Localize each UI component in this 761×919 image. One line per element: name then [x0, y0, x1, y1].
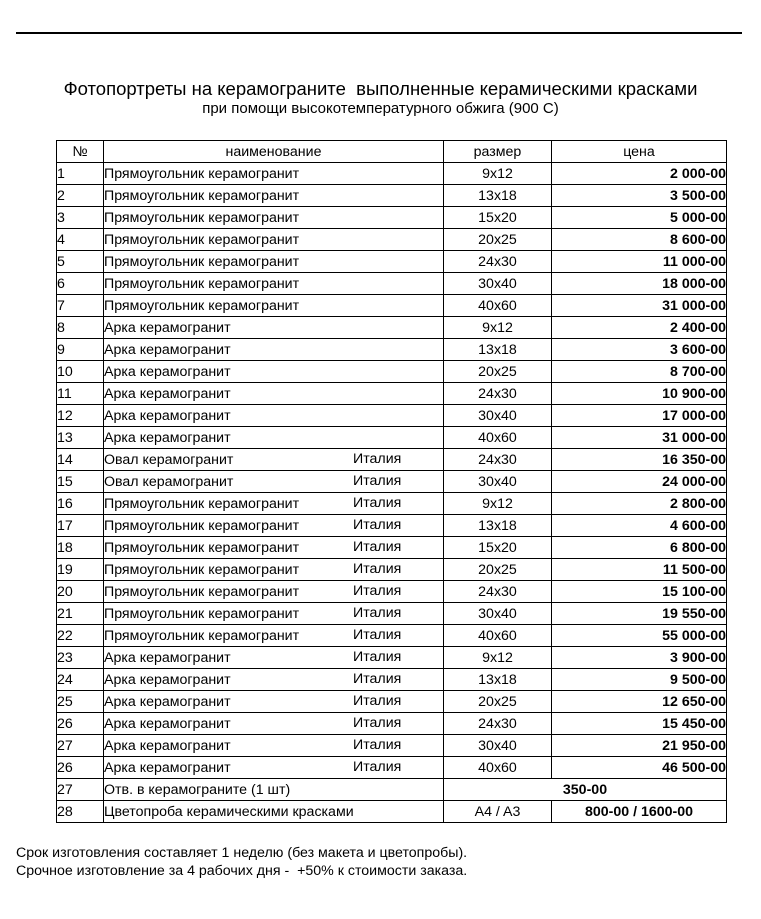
row-num: 2 — [57, 185, 104, 207]
row-size: 30x40 — [444, 405, 552, 427]
header-size: размер — [444, 141, 552, 163]
row-price: 31 000-00 — [552, 427, 727, 449]
row-size: 30x40 — [444, 471, 552, 493]
row-num: 15 — [57, 471, 104, 493]
table-row — [57, 471, 727, 493]
footer-note-lead-time: Срок изготовления составляет 1 неделю (без макета и цветопробы). — [16, 845, 468, 861]
row-price: 2 800-00 — [552, 493, 727, 515]
row-name: Отв. в керамограните (1 шт) — [104, 779, 444, 801]
table-header-row — [57, 141, 727, 163]
row-origin: Италия — [353, 473, 402, 489]
table-row — [57, 625, 727, 647]
row-name-cell — [104, 735, 444, 757]
row-name: Арка керамогранит — [104, 693, 231, 710]
row-name: Прямоугольник керамогранит — [104, 605, 300, 622]
row-price: 17 000-00 — [552, 405, 727, 427]
table-row — [57, 537, 727, 559]
row-name: Цветопроба керамическими красками — [104, 801, 444, 823]
table-row — [57, 339, 727, 361]
row-name: Прямоугольник керамогранит — [104, 517, 300, 534]
row-size: 13x18 — [444, 515, 552, 537]
row-origin: Италия — [353, 627, 402, 643]
row-name: Прямоугольник керамогранит — [104, 165, 300, 182]
price-table-extras — [57, 779, 727, 823]
top-divider — [16, 32, 742, 34]
row-size: 40x60 — [444, 427, 552, 449]
row-size: 40x60 — [444, 625, 552, 647]
row-size: 30x40 — [444, 273, 552, 295]
table-row — [57, 735, 727, 757]
row-num: 23 — [57, 647, 104, 669]
row-origin: Италия — [353, 605, 402, 621]
row-name: Арка керамогранит — [104, 341, 231, 358]
row-name: Прямоугольник керамогранит — [104, 561, 300, 578]
row-name-cell — [104, 757, 444, 779]
header-num: № — [57, 141, 104, 163]
row-num: 5 — [57, 251, 104, 273]
table-row — [57, 691, 727, 713]
row-num: 11 — [57, 383, 104, 405]
row-num: 16 — [57, 493, 104, 515]
row-name: Арка керамогранит — [104, 319, 231, 336]
row-price: 21 950-00 — [552, 735, 727, 757]
row-name: Прямоугольник керамогранит — [104, 209, 300, 226]
row-num: 25 — [57, 691, 104, 713]
table-row — [57, 669, 727, 691]
row-size: 20x25 — [444, 691, 552, 713]
row-name: Прямоугольник керамогранит — [104, 583, 300, 600]
row-price: 18 000-00 — [552, 273, 727, 295]
table-row — [57, 273, 727, 295]
table-row — [57, 405, 727, 427]
row-name-cell — [104, 471, 444, 493]
row-name: Арка керамогранит — [104, 363, 231, 380]
row-size: 20x25 — [444, 229, 552, 251]
row-origin: Италия — [353, 715, 402, 731]
row-size: 15x20 — [444, 207, 552, 229]
table-row — [57, 427, 727, 449]
table-row — [57, 163, 727, 185]
row-price: 16 350-00 — [552, 449, 727, 471]
row-price: 8 700-00 — [552, 361, 727, 383]
row-name: Арка керамогранит — [104, 715, 231, 732]
row-num: 8 — [57, 317, 104, 339]
row-num: 17 — [57, 515, 104, 537]
row-num: 12 — [57, 405, 104, 427]
row-price: 10 900-00 — [552, 383, 727, 405]
table-row — [57, 713, 727, 735]
row-name-cell — [104, 603, 444, 625]
row-num: 22 — [57, 625, 104, 647]
row-num: 26 — [57, 757, 104, 779]
row-price: 31 000-00 — [552, 295, 727, 317]
row-size: 13x18 — [444, 339, 552, 361]
row-num: 6 — [57, 273, 104, 295]
row-name-cell — [104, 405, 444, 427]
row-origin: Италия — [353, 671, 402, 687]
row-size: 24x30 — [444, 383, 552, 405]
table-row — [57, 317, 727, 339]
row-origin: Италия — [353, 517, 402, 533]
row-size: 30x40 — [444, 735, 552, 757]
row-num: 26 — [57, 713, 104, 735]
row-name-cell — [104, 317, 444, 339]
row-size: 9x12 — [444, 163, 552, 185]
row-size: 30x40 — [444, 603, 552, 625]
row-size: 9x12 — [444, 317, 552, 339]
row-num: 13 — [57, 427, 104, 449]
table-row — [57, 581, 727, 603]
table-row — [57, 647, 727, 669]
row-price: 3 500-00 — [552, 185, 727, 207]
row-price: 15 450-00 — [552, 713, 727, 735]
header-price: цена — [552, 141, 727, 163]
table-row — [57, 295, 727, 317]
row-name: Арка керамогранит — [104, 671, 231, 688]
row-name-cell — [104, 207, 444, 229]
row-size: 40x60 — [444, 757, 552, 779]
row-num: 4 — [57, 229, 104, 251]
row-name-cell — [104, 691, 444, 713]
row-origin: Италия — [353, 495, 402, 511]
row-name: Прямоугольник керамогранит — [104, 539, 300, 556]
row-size: 24x30 — [444, 449, 552, 471]
row-name-cell — [104, 229, 444, 251]
table-row — [57, 229, 727, 251]
row-num: 21 — [57, 603, 104, 625]
row-price: 46 500-00 — [552, 757, 727, 779]
row-name-cell — [104, 361, 444, 383]
row-price: 11 000-00 — [552, 251, 727, 273]
row-num: 10 — [57, 361, 104, 383]
row-num: 7 — [57, 295, 104, 317]
row-name-cell — [104, 537, 444, 559]
row-size: A4 / A3 — [444, 801, 552, 823]
row-name: Овал керамогранит — [104, 451, 234, 468]
row-num: 14 — [57, 449, 104, 471]
row-num: 1 — [57, 163, 104, 185]
row-num: 27 — [57, 779, 104, 801]
row-name: Прямоугольник керамогранит — [104, 297, 300, 314]
row-size: 9x12 — [444, 493, 552, 515]
row-num: 27 — [57, 735, 104, 757]
row-size: 24x30 — [444, 581, 552, 603]
row-name: Арка керамогранит — [104, 759, 231, 776]
row-origin: Италия — [353, 759, 402, 775]
row-price: 800-00 / 1600-00 — [552, 801, 727, 823]
row-name-cell — [104, 427, 444, 449]
row-name-cell — [104, 581, 444, 603]
row-price: 9 500-00 — [552, 669, 727, 691]
row-origin: Италия — [353, 693, 402, 709]
row-num: 28 — [57, 801, 104, 823]
row-price: 19 550-00 — [552, 603, 727, 625]
row-name-cell — [104, 647, 444, 669]
row-name-cell — [104, 339, 444, 361]
table-row — [57, 559, 727, 581]
table-row — [57, 757, 727, 779]
row-price: 8 600-00 — [552, 229, 727, 251]
row-price: 3 900-00 — [552, 647, 727, 669]
row-name-cell — [104, 251, 444, 273]
table-row — [57, 801, 727, 823]
table-row — [57, 185, 727, 207]
row-price: 12 650-00 — [552, 691, 727, 713]
row-num: 9 — [57, 339, 104, 361]
price-table — [56, 140, 727, 823]
table-row — [57, 603, 727, 625]
row-origin: Италия — [353, 737, 402, 753]
row-price: 4 600-00 — [552, 515, 727, 537]
row-price: 6 800-00 — [552, 537, 727, 559]
row-price: 5 000-00 — [552, 207, 727, 229]
row-origin: Италия — [353, 451, 402, 467]
row-name-cell — [104, 515, 444, 537]
header-name: наименование — [104, 141, 444, 163]
table-row — [57, 779, 727, 801]
row-price: 15 100-00 — [552, 581, 727, 603]
row-size: 24x30 — [444, 713, 552, 735]
row-name-cell — [104, 713, 444, 735]
document-title: Фотопортреты на керамограните выполненные керамическими красками — [63, 78, 698, 99]
row-origin: Италия — [353, 561, 402, 577]
row-origin: Италия — [353, 583, 402, 599]
table-row — [57, 515, 727, 537]
row-name: Арка керамогранит — [104, 429, 231, 446]
row-size: 20x25 — [444, 361, 552, 383]
row-name-cell — [104, 625, 444, 647]
row-price: 55 000-00 — [552, 625, 727, 647]
row-name: Прямоугольник керамогранит — [104, 253, 300, 270]
row-price: 3 600-00 — [552, 339, 727, 361]
row-name: Прямоугольник керамогранит — [104, 275, 300, 292]
row-name: Арка керамогранит — [104, 407, 231, 424]
row-name: Прямоугольник керамогранит — [104, 627, 300, 644]
row-size: 20x25 — [444, 559, 552, 581]
table-row — [57, 361, 727, 383]
row-name: Овал керамогранит — [104, 473, 234, 490]
row-size: 15x20 — [444, 537, 552, 559]
row-name: Прямоугольник керамогранит — [104, 231, 300, 248]
row-price: 2 400-00 — [552, 317, 727, 339]
row-num: 20 — [57, 581, 104, 603]
row-num: 18 — [57, 537, 104, 559]
row-name-cell — [104, 295, 444, 317]
row-name: Арка керамогранит — [104, 737, 231, 754]
row-origin: Италия — [353, 649, 402, 665]
row-name: Арка керамогранит — [104, 649, 231, 666]
row-name-cell — [104, 185, 444, 207]
row-origin: Италия — [353, 539, 402, 555]
table-row — [57, 251, 727, 273]
row-name-cell — [104, 273, 444, 295]
row-price: 11 500-00 — [552, 559, 727, 581]
row-size: 9x12 — [444, 647, 552, 669]
table-row — [57, 493, 727, 515]
row-price: 350-00 — [444, 779, 727, 801]
footer-note-urgent: Срочное изготовление за 4 рабочих дня - +50% к стоимости заказа. — [16, 863, 468, 879]
row-name-cell — [104, 559, 444, 581]
document-subtitle: при помощи высокотемпературного обжига (900 С) — [202, 100, 559, 117]
row-size: 40x60 — [444, 295, 552, 317]
table-row — [57, 449, 727, 471]
row-num: 3 — [57, 207, 104, 229]
row-name: Прямоугольник керамогранит — [104, 495, 300, 512]
row-name-cell — [104, 163, 444, 185]
table-row — [57, 207, 727, 229]
table-row — [57, 383, 727, 405]
row-name: Прямоугольник керамогранит — [104, 187, 300, 204]
row-name-cell — [104, 669, 444, 691]
row-size: 24x30 — [444, 251, 552, 273]
row-price: 24 000-00 — [552, 471, 727, 493]
row-num: 24 — [57, 669, 104, 691]
row-name-cell — [104, 449, 444, 471]
row-size: 13x18 — [444, 185, 552, 207]
row-name-cell — [104, 493, 444, 515]
row-size: 13x18 — [444, 669, 552, 691]
row-price: 2 000-00 — [552, 163, 727, 185]
row-num: 19 — [57, 559, 104, 581]
row-name: Арка керамогранит — [104, 385, 231, 402]
row-name-cell — [104, 383, 444, 405]
price-table-body — [57, 163, 727, 779]
